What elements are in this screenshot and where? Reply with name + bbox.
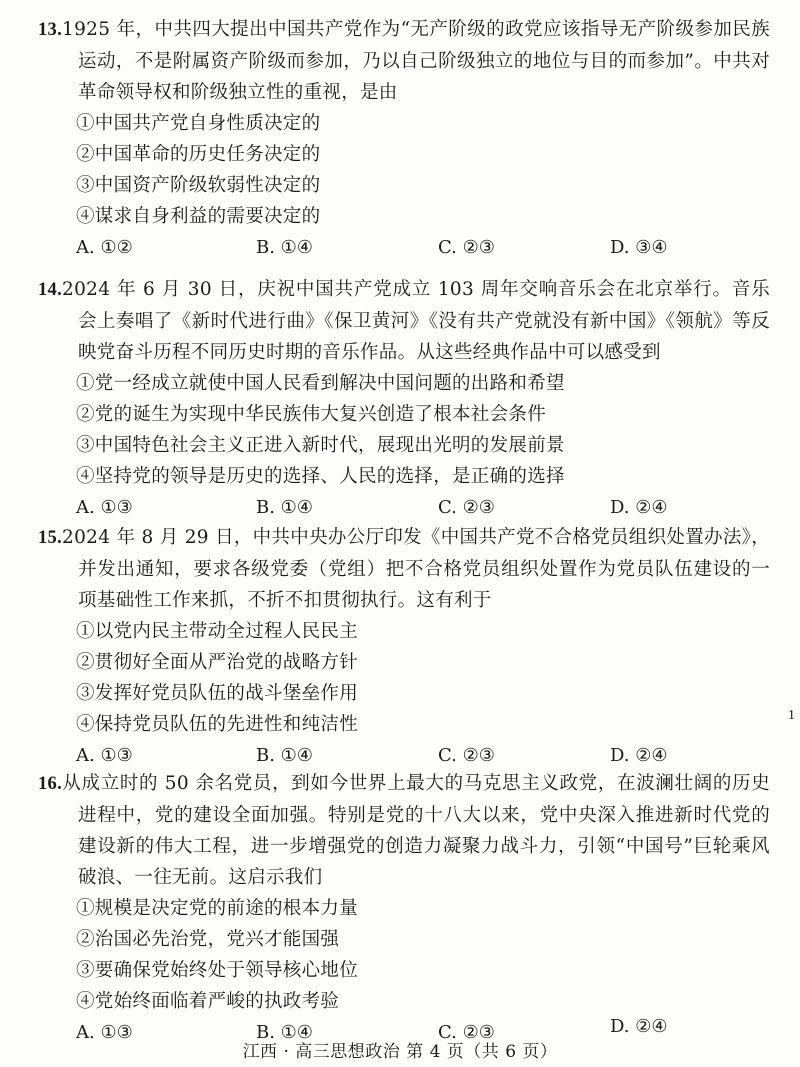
question-text: 2024 年 8 月 29 日，中共中央办公厅印发《中国共产党不合格党员组织处置办法》，并发出通知，要求各级党委（党组）把不合格党员组织处置作为党员队伍建设的一项基础性工作来抓，不折不扣贯彻执行。这有利于 (62, 527, 770, 611)
question-14 (0, 274, 800, 523)
statement-2: ②贯彻好全面从严治党的战略方针 (76, 652, 359, 673)
option-b[interactable]: B. ①④ (256, 745, 313, 766)
statement-1: ①中国共产党自身性质决定的 (76, 113, 321, 134)
question-number: 13. (38, 20, 63, 40)
question-text: 1925 年，中共四大提出中国共产党作为“无产阶级的政党应该指导无产阶级参加民族运动，不是附属资产阶级而参加，乃以自己阶级独立的地位与目的而参加”。中共对革命领导权和阶级独立性的重视，是由 (62, 19, 770, 103)
statement-2: ②中国革命的历史任务决定的 (76, 144, 321, 165)
question-number: 16. (38, 774, 63, 794)
option-b[interactable]: B. ①④ (256, 1022, 313, 1043)
question-15 (0, 522, 800, 771)
question-text: 从成立时的 50 余名党员，到如今世界上最大的马克思主义政党，在波澜壮阔的历史进程中，党的建设全面加强。特别是党的十八大以来，党中央深入推进新时代党的建设新的伟大工程，进一步增强党的创造力凝聚力战斗力，引领“中国号”巨轮乘风破浪、一往无前。这启示我们 (62, 773, 770, 888)
page-footer: 江西 · 高三思想政治 第 4 页（共 6 页） (242, 1042, 558, 1062)
statement-4: ④保持党员队伍的先进性和纯洁性 (76, 714, 359, 735)
option-d[interactable]: D. ②④ (610, 497, 668, 518)
option-c[interactable]: C. ②③ (438, 497, 495, 518)
statement-3: ③中国资产阶级软弱性决定的 (76, 175, 321, 196)
answer-options (0, 740, 800, 771)
question-text: 2024 年 6 月 30 日，庆祝中国共产党成立 103 周年交响音乐会在北京举行。音乐会上奏唱了《新时代进行曲》《保卫黄河》《没有共产党就没有新中国》《领航》等反映党奋斗历程不同历史时期的音乐作品。从这些经典作品中可以感受到 (62, 279, 770, 363)
statement-4: ④谋求自身利益的需要决定的 (76, 206, 321, 227)
option-b[interactable]: B. ①④ (256, 497, 313, 518)
answer-options (0, 232, 800, 263)
question-number: 14. (38, 280, 63, 300)
statement-4: ④坚持党的领导是历史的选择、人民的选择，是正确的选择 (76, 466, 565, 487)
question-stem (0, 522, 800, 616)
option-d[interactable]: D. ②④ (610, 745, 668, 766)
statement-1: ①党一经成立就使中国人民看到解决中国问题的出路和希望 (76, 373, 565, 394)
option-a[interactable]: A. ①③ (76, 497, 133, 518)
option-c[interactable]: C. ②③ (438, 745, 495, 766)
question-stem (0, 274, 800, 368)
margin-mark: 1 (788, 708, 795, 723)
question-number: 15. (38, 528, 63, 548)
question-16 (0, 768, 800, 1048)
question-13 (0, 14, 800, 263)
option-c[interactable]: C. ②③ (438, 1022, 495, 1043)
option-a[interactable]: A. ①③ (76, 745, 133, 766)
statement-3: ③中国特色社会主义正进入新时代，展现出光明的发展前景 (76, 435, 565, 456)
question-stem (0, 768, 800, 893)
question-stem (0, 14, 800, 108)
statement-2: ②党的诞生为实现中华民族伟大复兴创造了根本社会条件 (76, 404, 547, 425)
statement-3: ③要确保党始终处于领导核心地位 (76, 960, 359, 981)
option-d[interactable]: D. ②④ (610, 1016, 668, 1037)
statement-2: ②治国必先治党，党兴才能国强 (76, 929, 340, 950)
statement-3: ③发挥好党员队伍的战斗堡垒作用 (76, 683, 359, 704)
option-c[interactable]: C. ②③ (438, 237, 495, 258)
answer-options (0, 492, 800, 523)
statement-1: ①以党内民主带动全过程人民民主 (76, 621, 359, 642)
option-a[interactable]: A. ①② (76, 237, 133, 258)
option-a[interactable]: A. ①③ (76, 1022, 133, 1043)
option-d[interactable]: D. ③④ (610, 237, 668, 258)
statement-1: ①规模是决定党的前途的根本力量 (76, 898, 359, 919)
statement-4: ④党始终面临着严峻的执政考验 (76, 991, 340, 1012)
option-b[interactable]: B. ①④ (256, 237, 313, 258)
